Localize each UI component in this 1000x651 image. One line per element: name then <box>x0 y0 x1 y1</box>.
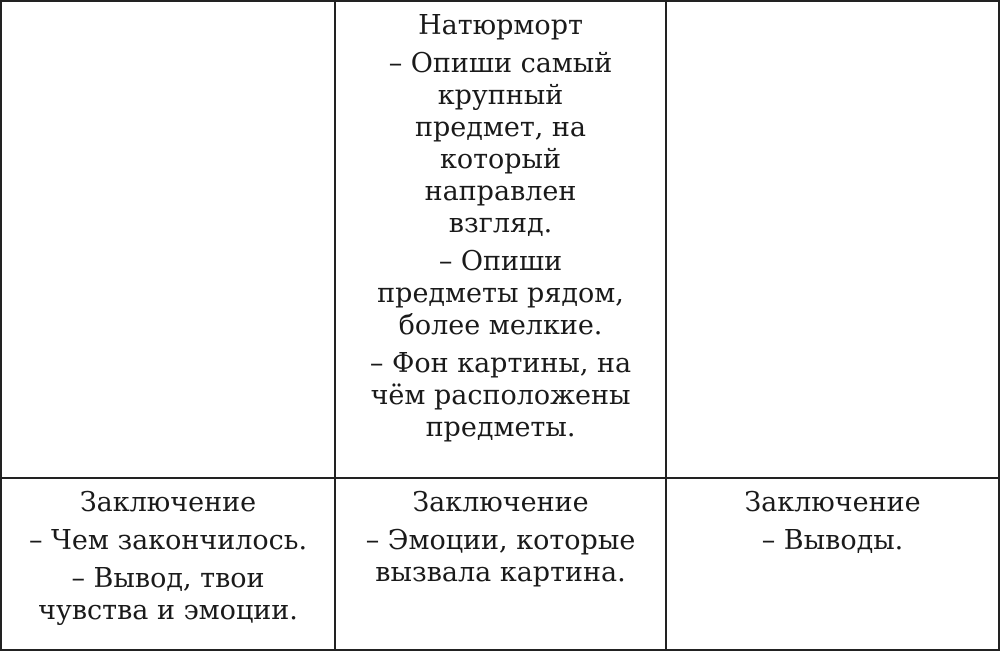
cell-item: – Чем закончилось. <box>28 525 308 556</box>
cell-item: – Фон картины, на чём расположены предметы. <box>369 348 632 443</box>
table-cell-r1c1 <box>2 2 336 479</box>
cell-item: – Опиши предметы рядом, более мелкие. <box>377 246 624 341</box>
cell-heading: Заключение <box>79 487 257 518</box>
cell-heading: Заключение <box>412 487 589 518</box>
table-cell-r1c2 <box>336 2 667 479</box>
table-cell-r2c1 <box>2 479 336 649</box>
table-cell-r2c3 <box>667 479 998 649</box>
table-cell-r2c2 <box>336 479 667 649</box>
cell-heading: Заключение <box>744 487 921 518</box>
cell-item: – Эмоции, которые вызвала картина. <box>365 525 636 588</box>
cell-heading: Натюрморт <box>418 10 583 41</box>
cell-item: – Выводы. <box>761 525 904 556</box>
cell-item: – Опиши самый крупный предмет, на который направлен взгляд. <box>388 48 613 239</box>
table-cell-r1c3 <box>667 2 998 479</box>
cell-item: – Вывод, твои чувства и эмоции. <box>38 563 298 626</box>
